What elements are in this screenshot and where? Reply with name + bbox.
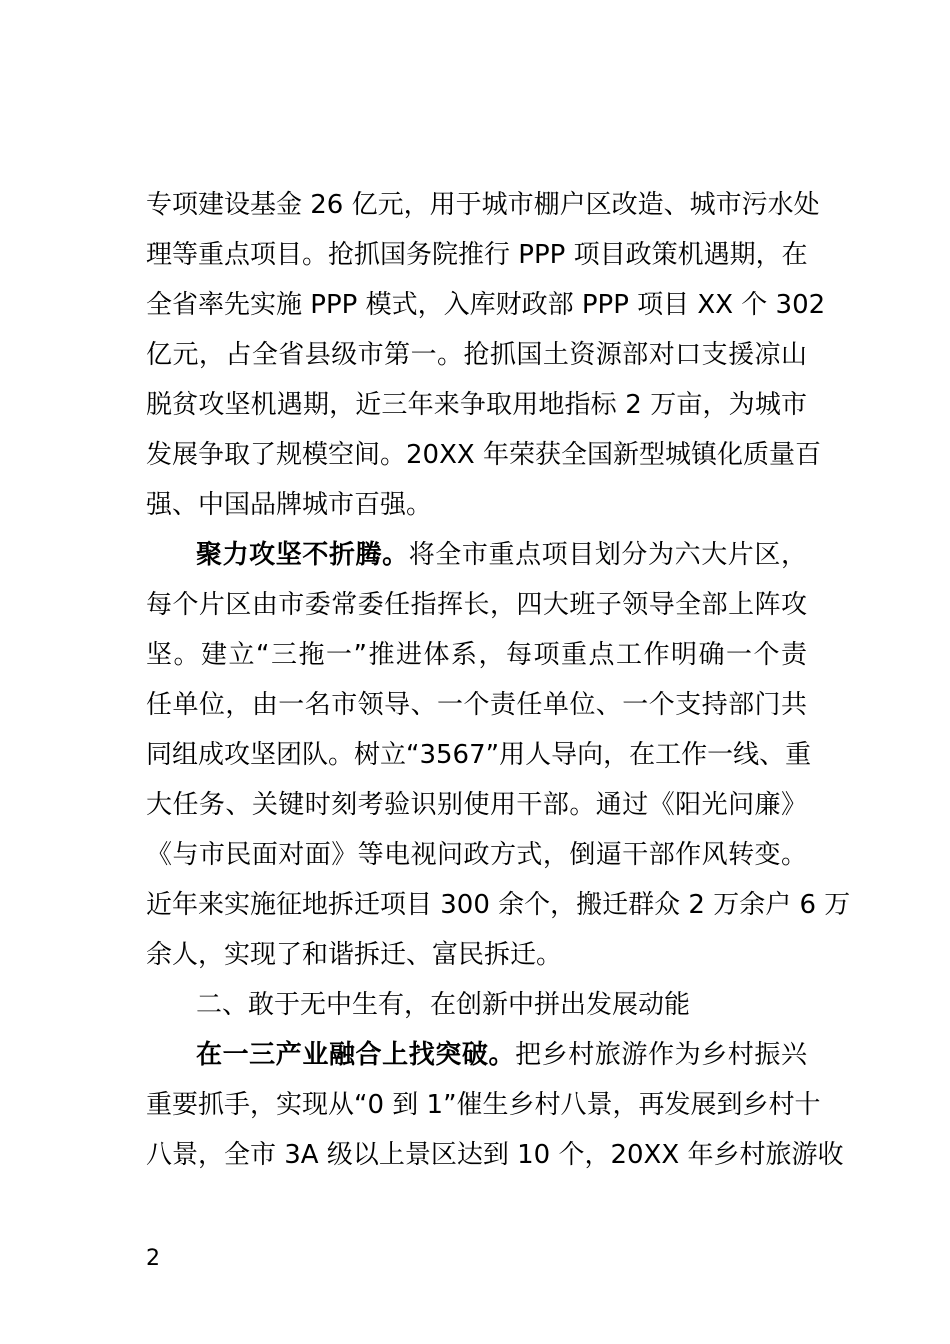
paragraph-lead-bold: 聚力攻坚不折腾。 <box>196 540 409 570</box>
text-line: 大任务、关键时刻考验识别使用干部。通过《阳光问廉》 <box>146 790 807 820</box>
paragraph-lead-bold: 在一三产业融合上找突破。 <box>196 1040 516 1070</box>
text-line: 任单位，由一名市领导、一个责任单位、一个支持部门共 <box>146 690 807 720</box>
document-body <box>146 180 851 1180</box>
text-line: 《与市民面对面》等电视问政方式，倒逼干部作风转变。 <box>146 840 807 870</box>
text-line: 亿元，占全省县级市第一。抢抓国土资源部对口支援凉山 <box>146 340 807 370</box>
text-line: 专项建设基金 26 亿元，用于城市棚户区改造、城市污水处 <box>146 190 820 220</box>
text-line: 发展争取了规模空间。20XX 年荣获全国新型城镇化质量百 <box>146 440 821 470</box>
text-line: 脱贫攻坚机遇期，近三年来争取用地指标 2 万亩，为城市 <box>146 390 807 420</box>
paragraph-lead-rest: 把乡村旅游作为乡村振兴 <box>515 1040 807 1070</box>
text-line: 全省率先实施 PPP 模式，入库财政部 PPP 项目 XX 个 302 <box>146 290 826 320</box>
section-heading: 二、敢于无中生有，在创新中拼出发展动能 <box>196 990 691 1020</box>
text-line: 八景，全市 3A 级以上景区达到 10 个，20XX 年乡村旅游收 <box>146 1140 844 1170</box>
text-line: 近年来实施征地拆迁项目 300 余个，搬迁群众 2 万余户 6 万 <box>146 890 851 920</box>
text-line: 重要抓手，实现从“0 到 1”催生乡村八景，再发展到乡村十 <box>146 1090 821 1120</box>
page-number: 2 <box>146 1246 160 1271</box>
text-line: 余人，实现了和谐拆迁、富民拆迁。 <box>146 940 563 970</box>
text-line: 强、中国品牌城市百强。 <box>146 490 433 520</box>
text-line: 每个片区由市委常委任指挥长，四大班子领导全部上阵攻 <box>146 590 807 620</box>
text-line: 同组成攻坚团队。树立“3567”用人导向，在工作一线、重 <box>146 740 812 770</box>
text-line: 坚。建立“三拖一”推进体系，每项重点工作明确一个责 <box>146 640 807 670</box>
paragraph-lead-rest: 将全市重点项目划分为六大片区， <box>408 540 807 570</box>
paragraph-first-line <box>146 530 807 580</box>
text-line: 理等重点项目。抢抓国务院推行 PPP 项目政策机遇期，在 <box>146 240 808 270</box>
paragraph-first-line <box>146 1030 807 1080</box>
